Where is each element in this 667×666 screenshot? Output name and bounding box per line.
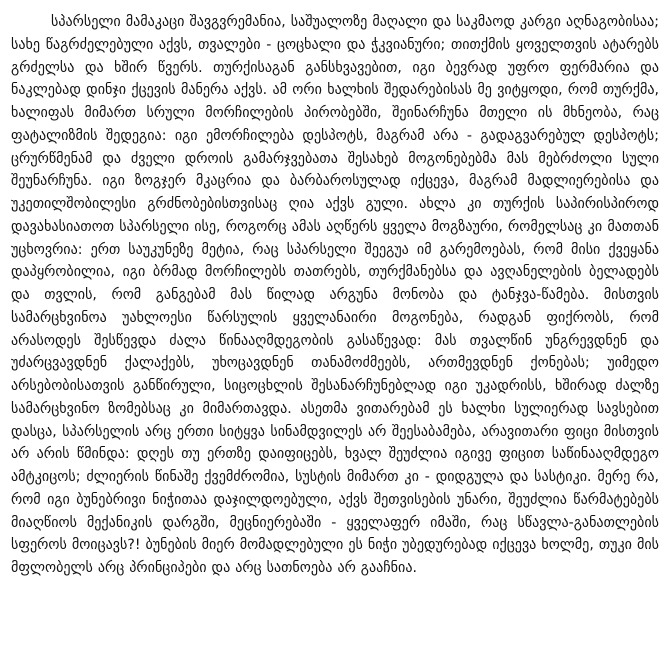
body-paragraph: სპარსელი მამაკაცი შავგვრემანია, საშუალოზე მაღალი და საკმაოდ კარგი აღნაგობისაა; სახე წაგრძელებული აქვს, თვალები - ცოცხალი და ჭკვიანური; თითქმის ყოველთვის ატარებს გრძელსა და ხშირ წვერს. თურქისაგან განსხვავებით, იგი ბევრად უფრო ფერმარია და ნაკლებად დინჯი ქცევის მანერა აქვს. ამ ორი ხალხის შედარებისას მე ვიტყოდი, რომ თურქმა, ხალიფას მიმართ სრული მორჩილების პირობებში, შეინარჩუნა მთელი ის მხნეობა, რაც ფატალიზმის შედეგია: იგი ემორჩილება დესპოტს, მაგრამ არა - გადაგვარებულ დესპოტს; ცრურწმენამ და ძველი დროის გამარჯვებათა შესახებ მოგონებებმა მას მებრძოლი სული შეუნარჩუნა. იგი ზოგჯერ მკაცრია და ბარბაროსულად იქცევა, მაგრამ მადლიერებისა და უკეთილშობილესი გრძნობებისთვისაც ღია აქვს გული. ახლა კი თურქის საპირისპიროდ დავახასიათოთ სპარსელი ისე, როგორც ამას აღწერს ყველა მოგზაური, რომელსაც კი მათთან უცხოვრია: ერთ საუკუნეზე მეტია, რაც სპარსელი შეეგუა იმ გარემოებას, რომ მისი ქვეყანა დაპყრობილია, იგი ბრმად მორჩილებს თათრებს, თურქმანებსა და ავღანელების ბელადებს და თვლის, რომ განგებამ მას წილად არგუნა მონობა და ტანჯვა-წამება. მისთვის სამარცხვინოა უახლოესი წარსულის ყველანაირი მოგონება, რადგან ფიქრობს, რომ არასოდეს შესწევდა ძალა წინააღმდეგობის გასაწევად: მას თვალწინ უნგრევდნენ და უძარცვავდნენ ქალაქებს, უხოცავდნენ თანამოძმეებს, ართმევდნენ ქონებას; უიმედო არსებობისათვის განწირული, სიცოცხლის შესანარჩუნებლად იგი უკადრისს, ხშირად ძალზე სამარცხვინო ზომებსაც კი მიმართავდა. ასეთმა ვითარებამ ეს ხალხი სულიერად სავსებით დასცა, სპარსელის არც ერთი სიტყვა სინამდვილეს არ შეესაბამება, არავითარი ფიცი მისთვის არ არის წმინდა: დღეს თუ ერთზე დაიფიცებს, ხვალ შეუძლია იგივე ფიცით საწინააღმდეგო ამტკიცოს; ძლიერის წინაშე ქვემძრომია, სუსტის მიმართ კი - დიდგულა და სასტიკი. მერე რა, რომ იგი ბუნებრივი ნიჭითაა დაჯილდოებული, აქვს შეთვისების უნარი, შეუძლია წარმატებებს მიაღწიოს მექანიკის დარგში, მეცნიერებაში - ყველაფერ იმაში, რაც სწავლა-განათლების სფეროს მოიცავს?! ბუნების მიერ მომადლებული ეს ნიჭი უბედურებად იქცევა ხოლმე, თუკი მის მფლობელს არც პრინციპები და არც სათნოება არ გააჩნია. <box>11 14 659 576</box>
